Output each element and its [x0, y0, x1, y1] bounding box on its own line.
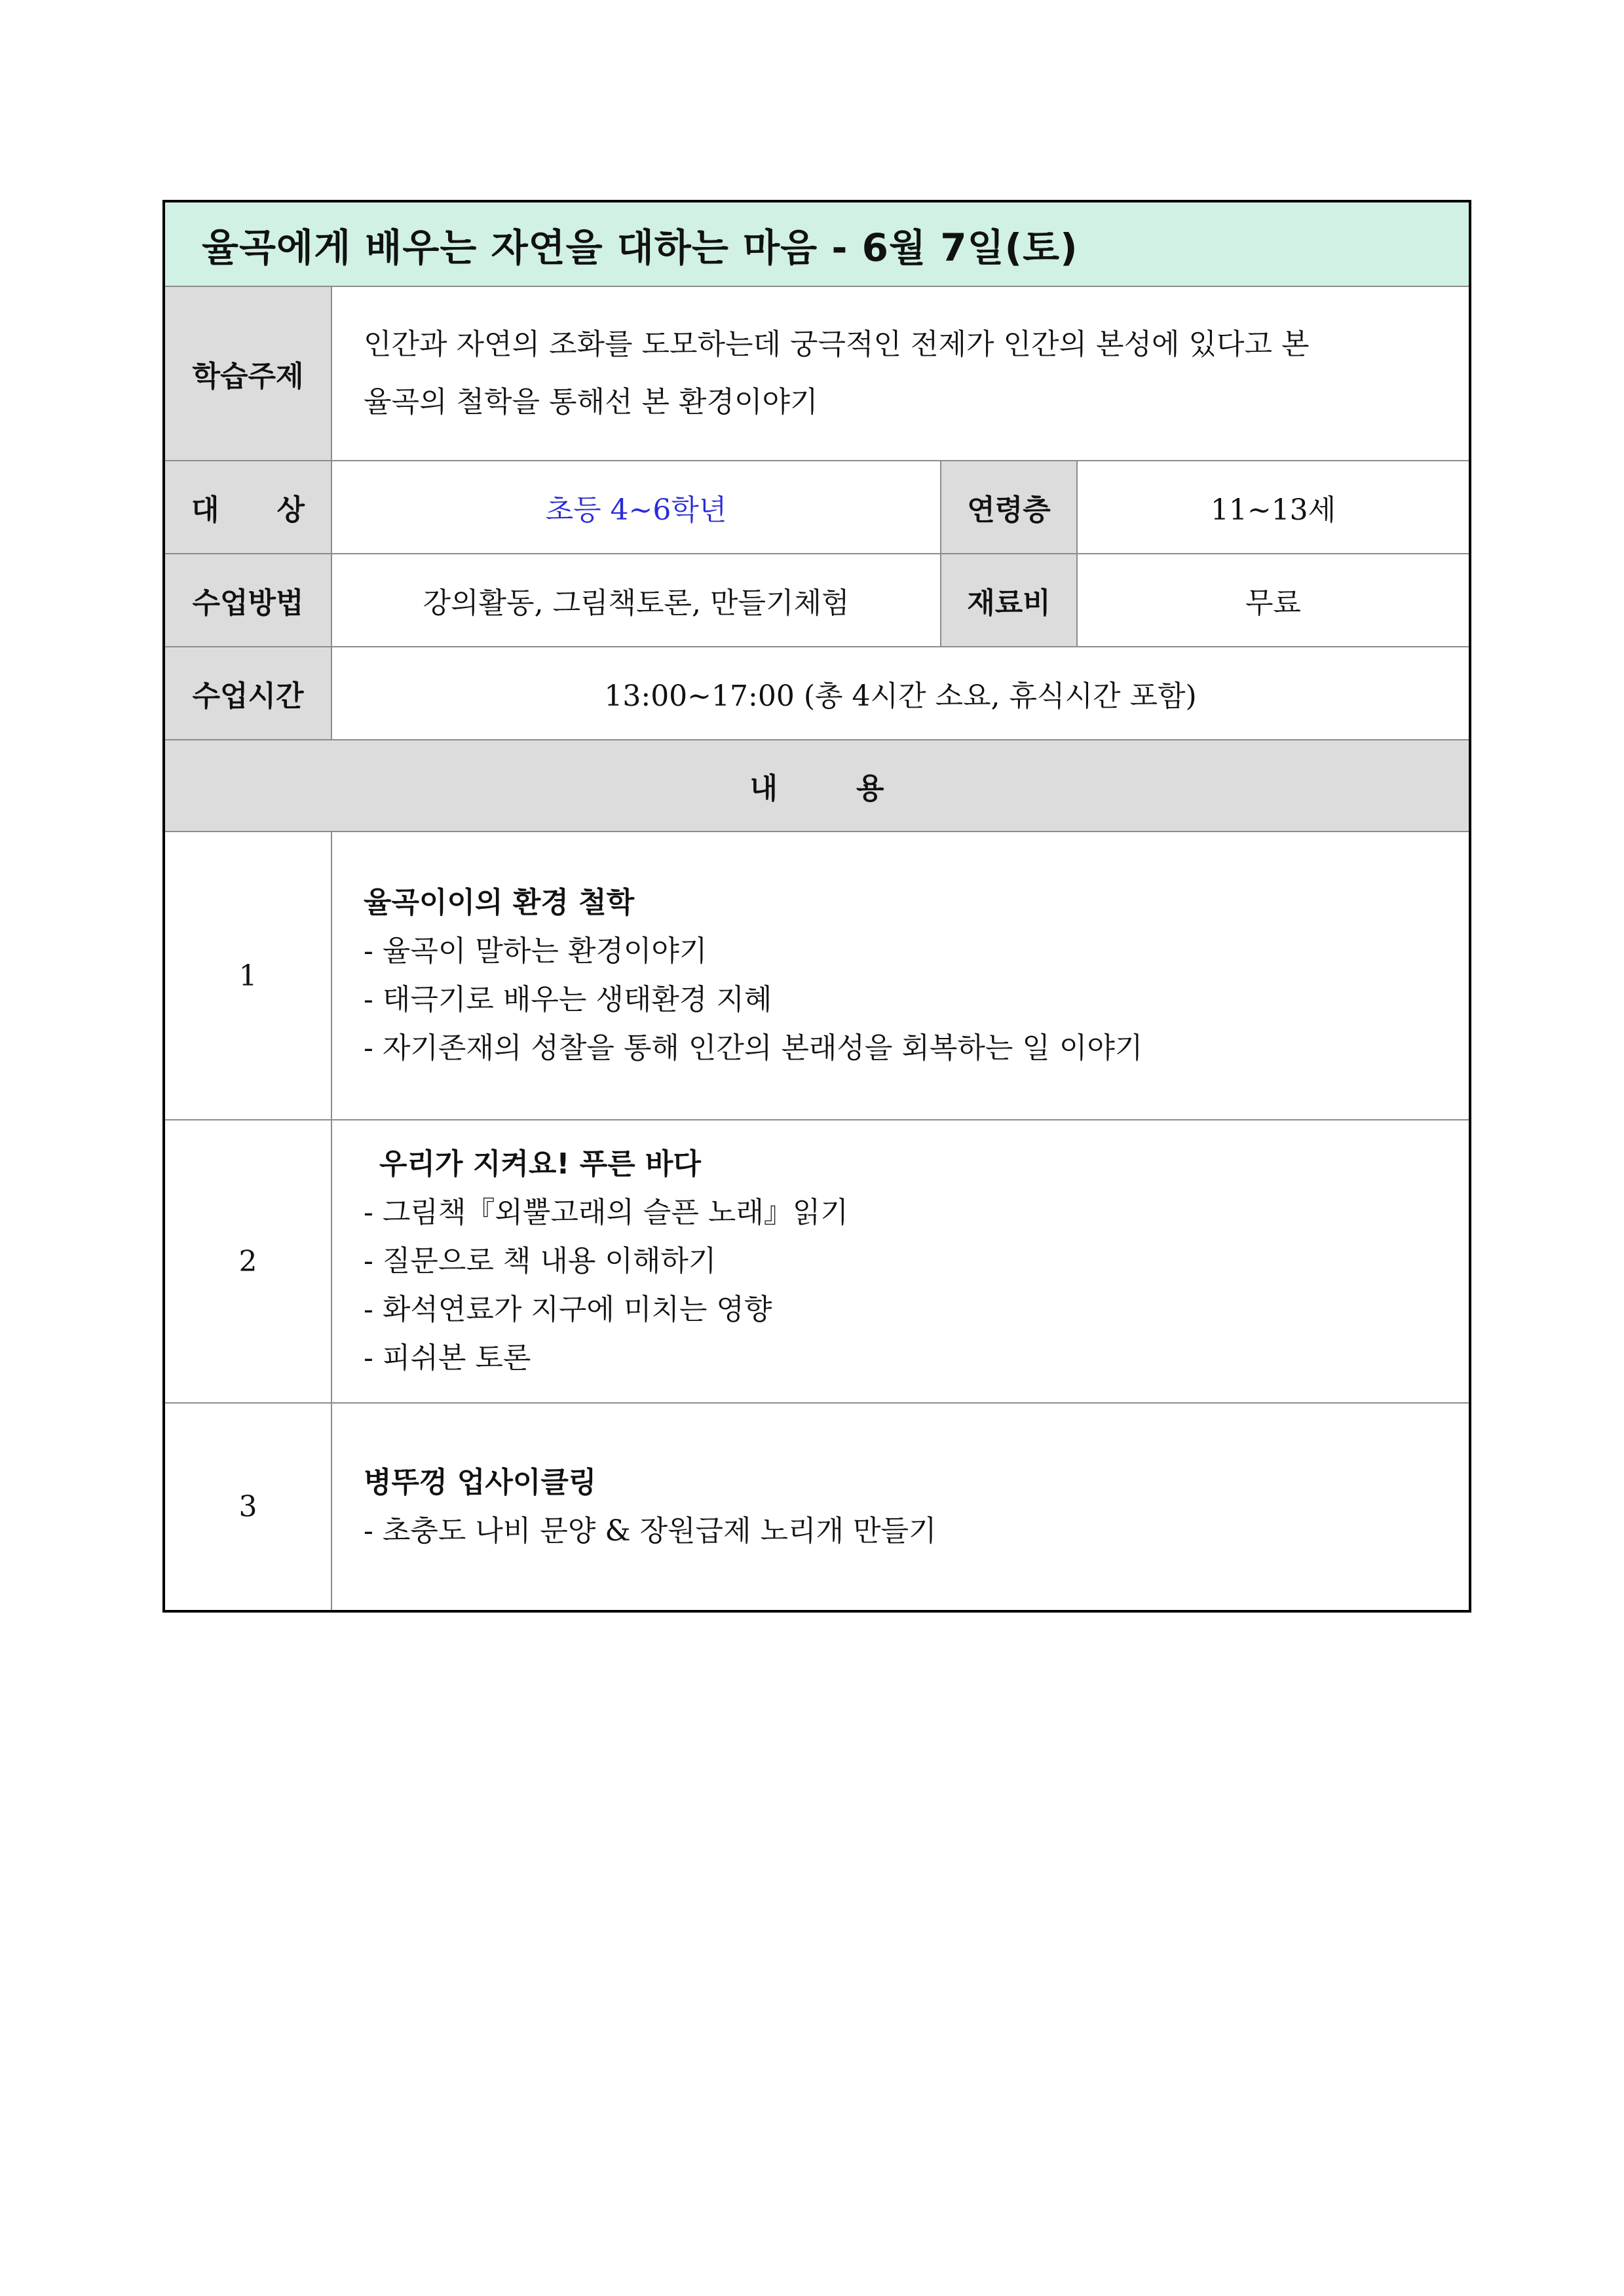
target-label	[165, 461, 331, 554]
time-value: 13:00~17:00 (총 4시간 소요, 휴식시간 포함)	[331, 647, 1469, 740]
topic-row	[165, 286, 1469, 461]
section-item: - 태극기로 배우는 생태환경 지혜	[364, 983, 772, 1016]
content-header-text: 내용	[749, 772, 963, 805]
section-number: 1	[165, 832, 331, 1120]
section-heading: 우리가 지켜요! 푸른 바다	[379, 1147, 702, 1181]
topic-value	[331, 286, 1469, 461]
content-header-row	[165, 740, 1469, 832]
program-table	[165, 202, 1469, 1610]
section-heading: 율곡이이의 환경 철학	[364, 886, 635, 919]
section-row-1	[165, 832, 1469, 1120]
section-content	[331, 1403, 1469, 1610]
fee-value: 무료	[1077, 554, 1469, 647]
target-row	[165, 461, 1469, 554]
section-heading: 병뚜껑 업사이클링	[364, 1465, 597, 1499]
target-value: 초등 4~6학년	[331, 461, 941, 554]
section-content	[331, 832, 1469, 1120]
section-item: - 자기존재의 성찰을 통해 인간의 본래성을 회복하는 일 이야기	[364, 1031, 1143, 1065]
section-row-3	[165, 1403, 1469, 1610]
method-label: 수업방법	[165, 554, 331, 647]
section-item: - 그림책『외뿔고래의 슬픈 노래』읽기	[364, 1196, 848, 1229]
topic-line-2: 율곡의 철학을 통해선 본 환경이야기	[364, 385, 818, 419]
section-item: - 화석연료가 지구에 미치는 영향	[364, 1293, 772, 1326]
section-content	[331, 1120, 1469, 1403]
program-form	[162, 200, 1471, 1613]
fee-label: 재료비	[941, 554, 1077, 647]
age-value: 11~13세	[1077, 461, 1469, 554]
target-label-b: 상	[276, 493, 305, 527]
topic-label: 학습주제	[165, 286, 331, 461]
method-value: 강의활동, 그림책토론, 만들기체험	[331, 554, 941, 647]
section-item: - 질문으로 책 내용 이해하기	[364, 1244, 717, 1278]
age-label: 연령층	[941, 461, 1077, 554]
section-number: 3	[165, 1403, 331, 1610]
method-row	[165, 554, 1469, 647]
time-row	[165, 647, 1469, 740]
topic-line-1: 인간과 자연의 조화를 도모하는데 궁극적인 전제가 인간의 본성에 있다고 본	[364, 328, 1310, 361]
section-number: 2	[165, 1120, 331, 1403]
target-label-a: 대	[191, 493, 219, 527]
page-title: 율곡에게 배우는 자연을 대하는 마음 - 6월 7일(토)	[165, 202, 1469, 286]
section-item: - 율곡이 말하는 환경이야기	[364, 934, 708, 968]
section-item: - 피쉬본 토론	[364, 1341, 531, 1375]
section-item: - 초충도 나비 문양 & 장원급제 노리개 만들기	[364, 1514, 937, 1548]
section-row-2	[165, 1120, 1469, 1403]
title-row	[165, 202, 1469, 286]
content-header	[165, 740, 1469, 832]
time-label: 수업시간	[165, 647, 331, 740]
